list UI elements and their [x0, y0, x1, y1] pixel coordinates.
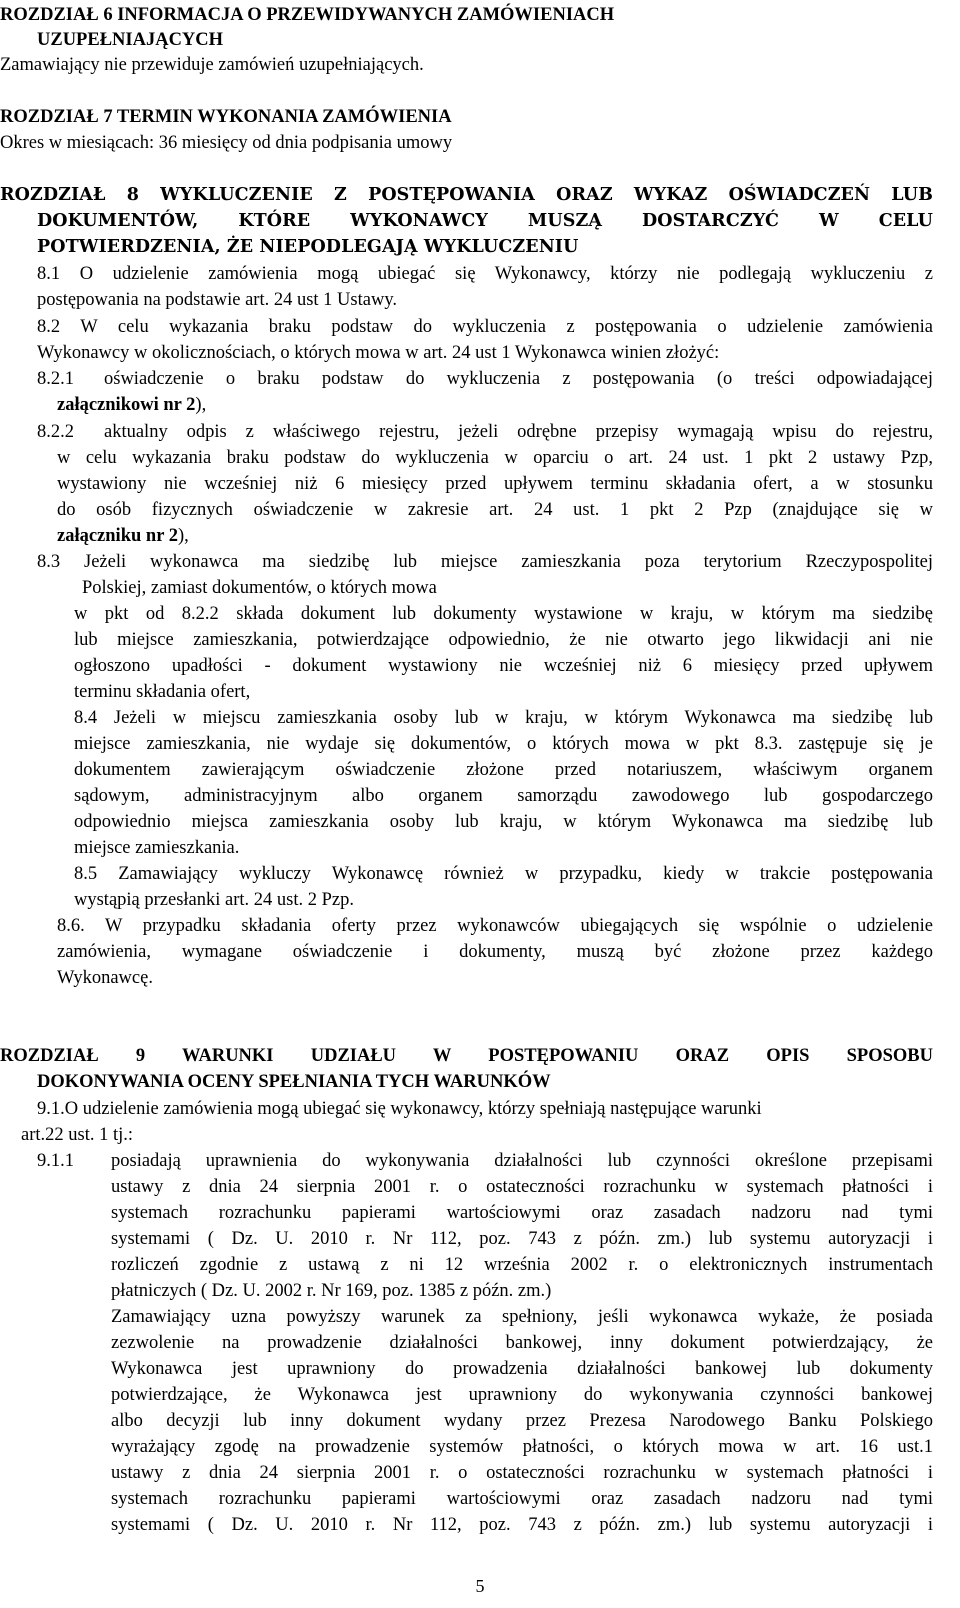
paragraph-8-1-line1: 8.1 O udzielenie zamówienia mogą ubiegać się Wykonawcy, którzy nie podlegają wykluczeniu z	[37, 264, 933, 284]
section-6-text: Zamawiający nie przewiduje zamówień uzupełniających.	[0, 55, 424, 75]
section-7-heading: ROZDZIAŁ 7 TERMIN WYKONANIA ZAMÓWIENIA	[0, 107, 452, 127]
section-9-heading-line2: DOKONYWANIA OCENY SPEŁNIANIA TYCH WARUNKÓW	[37, 1072, 551, 1092]
paragraph-8-2-2-line1: aktualny odpis z właściwego rejestru, jeżeli odrębne przepisy wymagają wpisu do rejestru,	[104, 422, 933, 442]
paragraph-8-2-2-number: 8.2.2	[37, 422, 74, 442]
page-number: 5	[475, 1576, 485, 1596]
paragraph-8-2-line2: Wykonawcy w okolicznościach, o których mowa w art. 24 ust 1 Wykonawca winien złożyć:	[37, 343, 720, 363]
paragraph-8-6-line3: Wykonawcę.	[57, 968, 153, 988]
paragraph-8-2-2-line2: w celu wykazania braku podstaw do wykluczenia w oparciu o art. 24 ust. 1 pkt 2 ustawy Pzp,	[57, 448, 933, 468]
paragraph-8-6-line1: 8.6. W przypadku składania oferty przez wykonawców ubiegających się wspólnie o udzielenie	[57, 916, 933, 936]
paragraph-8-2-2-line5	[57, 523, 933, 549]
paragraph-8-4-line6: miejsce zamieszkania.	[74, 838, 240, 858]
section-8-heading-line1: ROZDZIAŁ 8 WYKLUCZENIE Z POSTĘPOWANIA ORAZ WYKAZ OŚWIADCZEŃ LUB	[0, 185, 933, 205]
condition-note-line3: Wykonawca jest uprawniony do prowadzenia działalności bankowej lub dokumenty	[111, 1359, 933, 1379]
paragraph-8-3-line2: Polskiej, zamiast dokumentów, o których mowa	[82, 578, 437, 598]
section-8-heading-line2: DOKUMENTÓW, KTÓRE WYKONAWCY MUSZĄ DOSTARCZYĆ W CELU	[37, 211, 933, 231]
section-7-text: Okres w miesiącach: 36 miesięcy od dnia podpisania umowy	[0, 133, 453, 153]
paragraph-8-2-1-line2-rest: ),	[195, 395, 207, 415]
paragraph-9-1-1-line1: posiadają uprawnienia do wykonywania działalności lub czynności określone przepisami	[111, 1151, 933, 1171]
paragraph-8-3-line6: terminu składania ofert,	[74, 682, 251, 702]
section-8-heading-line3: POTWIERDZENIA, ŻE NIEPODLEGAJĄ WYKLUCZENIU	[37, 237, 579, 257]
paragraph-9-1-1-line6: płatniczych ( Dz. U. 2002 r. Nr 169, poz. 1385 z późn. zm.)	[111, 1281, 552, 1301]
paragraph-8-4-line5: odpowiednio miejsca zamieszkania osoby lub kraju, w którym Wykonawca ma siedzibę lub	[74, 812, 933, 832]
condition-note-line1: Zamawiający uzna powyższy warunek za spełniony, jeśli wykonawca wykaże, że posiada	[111, 1307, 933, 1327]
section-6-heading-line2: UZUPEŁNIAJĄCYCH	[37, 30, 224, 50]
paragraph-8-2-2-line3: wystawiony nie wcześniej niż 6 miesięcy przed upływem terminu składania ofert, a w stosunku	[57, 474, 933, 494]
attachment-2-reference-2: załączniku nr 2	[57, 526, 178, 546]
paragraph-8-4-line1: 8.4 Jeżeli w miejscu zamieszkania osoby lub w kraju, w którym Wykonawca ma siedzibę lub	[74, 708, 933, 728]
attachment-2-reference: załącznikowi nr 2	[57, 395, 196, 415]
paragraph-9-1-1-line5: rozliczeń zgodnie z ustawą z ni 12 września 2002 r. o elektronicznych instrumentach	[111, 1255, 933, 1275]
section-9-heading-line1: ROZDZIAŁ 9 WARUNKI UDZIAŁU W POSTĘPOWANIU ORAZ OPIS SPOSOBU	[0, 1046, 933, 1066]
condition-note-line2: zezwolenie na prowadzenie działalności bankowej, inny dokument potwierdzający, że	[111, 1333, 933, 1353]
paragraph-8-4-line2: miejsce zamieszkania, nie wydaje się dokumentów, o których mowa w pkt 8.3. zastępuje się je	[74, 734, 933, 754]
condition-note-line7: ustawy z dnia 24 sierpnia 2001 r. o ostateczności rozrachunku w systemach płatności i	[111, 1463, 933, 1483]
section-6-heading-line1: ROZDZIAŁ 6 INFORMACJA O PRZEWIDYWANYCH ZAMÓWIENIACH	[0, 5, 615, 25]
condition-note-line4: potwierdzające, że Wykonawca jest uprawniony do wykonywania czynności bankowej	[111, 1385, 933, 1405]
paragraph-8-3-line1: 8.3 Jeżeli wykonawca ma siedzibę lub miejsce zamieszkania poza terytorium Rzeczypospolitej	[37, 552, 933, 572]
paragraph-9-1-line1: 9.1.O udzielenie zamówienia mogą ubiegać się wykonawcy, którzy spełniają następujące warunki	[37, 1099, 762, 1119]
condition-note-line5: albo decyzji lub inny dokument wydany przez Prezesa Narodowego Banku Polskiego	[111, 1411, 933, 1431]
paragraph-8-4-line3: dokumentem zawierającym oświadczenie złożone przed notariuszem, właściwym organem	[74, 760, 933, 780]
paragraph-8-5-line1: 8.5 Zamawiający wykluczy Wykonawcę również w przypadku, kiedy w trakcie postępowania	[74, 864, 933, 884]
paragraph-8-2-1-number: 8.2.1	[37, 369, 74, 389]
condition-note-line9: systemami ( Dz. U. 2010 r. Nr 112, poz. 743 z późn. zm.) lub systemu autoryzacji i	[111, 1515, 933, 1535]
paragraph-8-3-line3: w pkt od 8.2.2 składa dokument lub dokumenty wystawione w kraju, w którym ma siedzibę	[74, 604, 933, 624]
paragraph-8-2-line1: 8.2 W celu wykazania braku podstaw do wykluczenia z postępowania o udzielenie zamówienia	[37, 317, 933, 337]
paragraph-8-4-line4: sądowym, administracyjnym albo organem samorządu zawodowego lub gospodarczego	[74, 786, 933, 806]
paragraph-8-3-line4: lub miejsce zamieszkania, potwierdzające odpowiednio, że nie otwarto jego likwidacji ani nie	[74, 630, 933, 650]
paragraph-9-1-1-line3: systemach rozrachunku papierami wartościowymi oraz zasadach nadzoru nad tymi	[111, 1203, 933, 1223]
paragraph-8-2-2-line4: do osób fizycznych oświadczenie w zakresie art. 24 ust. 1 pkt 2 Pzp (znajdujące się w	[57, 500, 933, 520]
condition-note-line6: wyrażający zgodę na prowadzenie systemów płatności, o których mowa w art. 16 ust.1	[111, 1437, 933, 1457]
paragraph-8-5-line2: wystąpią przesłanki art. 24 ust. 2 Pzp.	[74, 890, 355, 910]
paragraph-8-2-1-line2	[57, 392, 933, 418]
condition-note-line8: systemach rozrachunku papierami wartościowymi oraz zasadach nadzoru nad tymi	[111, 1489, 933, 1509]
paragraph-8-6-line2: zamówienia, wymagane oświadczenie i dokumenty, muszą być złożone przez każdego	[57, 942, 933, 962]
paragraph-9-1-1-line4: systemami ( Dz. U. 2010 r. Nr 112, poz. 743 z późn. zm.) lub systemu autoryzacji i	[111, 1229, 933, 1249]
paragraph-9-1-1-number: 9.1.1	[37, 1151, 74, 1171]
paragraph-9-1-1-line2: ustawy z dnia 24 sierpnia 2001 r. o ostateczności rozrachunku w systemach płatności i	[111, 1177, 933, 1197]
paragraph-9-1-line2: art.22 ust. 1 tj.:	[21, 1125, 134, 1145]
paragraph-8-2-2-line5-rest: ),	[177, 526, 189, 546]
paragraph-8-2-1-line1: oświadczenie o braku podstaw do wykluczenia z postępowania (o treści odpowiadającej	[104, 369, 933, 389]
paragraph-8-3-line5: ogłoszono upadłości - dokument wystawiony nie wcześniej niż 6 miesięcy przed upływem	[74, 656, 933, 676]
paragraph-8-1-line2: postępowania na podstawie art. 24 ust 1 Ustawy.	[37, 290, 397, 310]
